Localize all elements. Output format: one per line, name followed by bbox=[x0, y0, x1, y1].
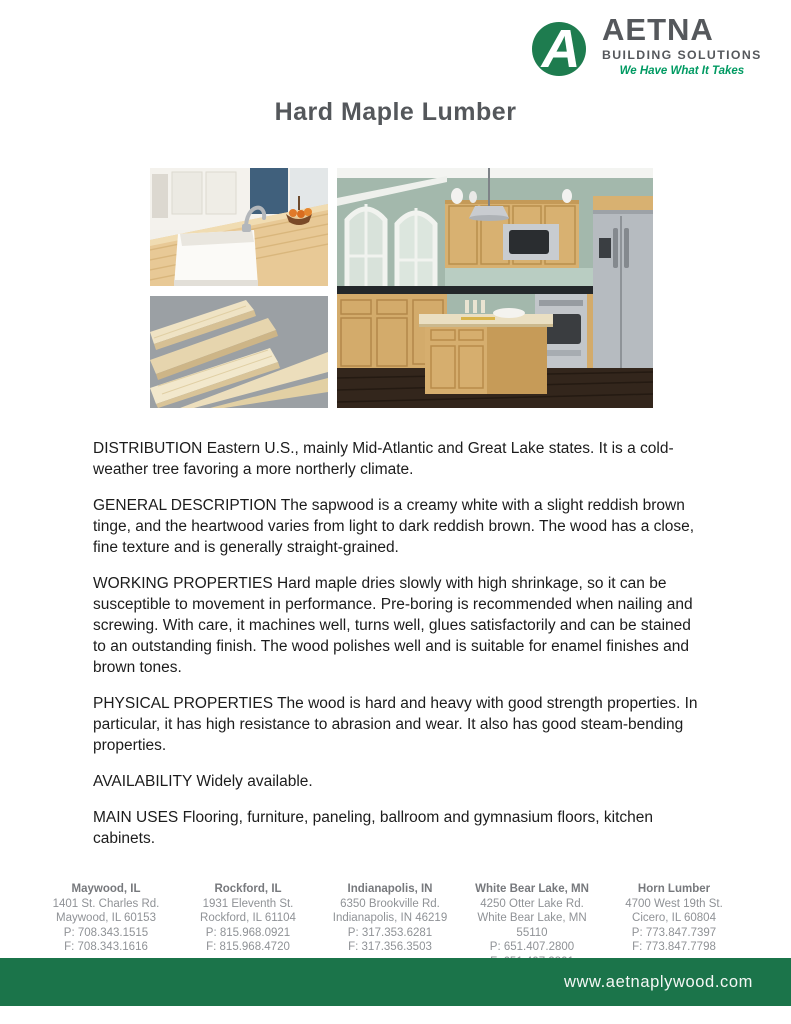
section-label: AVAILABILITY bbox=[93, 773, 193, 790]
website-link[interactable]: www.aetnaplywood.com bbox=[563, 973, 753, 991]
location-address2: Maywood, IL 60153 bbox=[56, 912, 156, 924]
maple-lumber-boards-photo bbox=[150, 296, 328, 408]
location-horn-lumber bbox=[603, 882, 745, 969]
location-address2: Indianapolis, IN 46219 bbox=[332, 912, 448, 924]
section-text: The wood is hard and heavy with good strength properties. In particular, it has high resistance to abrasion and wear. It also has good steam-bending properties. bbox=[93, 695, 698, 754]
logo-text bbox=[602, 14, 762, 77]
section-text: Flooring, furniture, paneling, ballroom and gymnasium floors, kitchen cabinets. bbox=[93, 809, 653, 847]
svg-text:A: A bbox=[541, 19, 581, 79]
logo-subtitle: BUILDING SOLUTIONS bbox=[602, 48, 762, 62]
section-text: Widely available. bbox=[196, 773, 313, 790]
location-address1: 1931 Eleventh St. bbox=[202, 897, 294, 910]
location-fax: F: 815.968.4720 bbox=[206, 941, 290, 953]
section-text: The sapwood is a creamy white with a slight reddish brown tinge, and the heartwood varies from light to dark reddish brown. The wood has a close, fine texture and is generally straight-grained. bbox=[93, 497, 695, 556]
location-address2: Rockford, IL 61104 bbox=[200, 912, 296, 924]
location-phone: P: 773.847.7397 bbox=[631, 926, 717, 939]
location-name: Rockford, IL bbox=[214, 883, 282, 895]
location-white-bear-lake bbox=[461, 882, 603, 969]
location-rockford bbox=[177, 882, 319, 969]
location-name: White Bear Lake, MN bbox=[475, 883, 589, 895]
location-phone: P: 708.343.1515 bbox=[63, 926, 149, 939]
location-address2: Cicero, IL 60804 bbox=[632, 912, 716, 924]
location-phone: P: 317.353.6281 bbox=[347, 926, 433, 939]
section-working-properties bbox=[93, 573, 707, 678]
location-address1: 4700 West 19th St. bbox=[625, 897, 723, 910]
section-text: Hard maple dries slowly with high shrinkage, so it can be susceptible to movement in performance. Pre-boring is recommended when nailing and screwing. With care, it machines well, turns well, glues satisfactorily and can be stained to an outstanding finish. The wood polishes well and is suitable for enamel finishes and brown tones. bbox=[93, 575, 693, 676]
location-name: Horn Lumber bbox=[637, 883, 711, 895]
aetna-a-icon bbox=[528, 14, 596, 80]
logo-name: AETNA bbox=[602, 12, 714, 47]
footer-bar bbox=[0, 958, 791, 1006]
body-copy bbox=[93, 438, 707, 864]
location-fax: F: 773.847.7798 bbox=[632, 941, 716, 953]
section-label: WORKING PROPERTIES bbox=[93, 575, 273, 592]
section-availability bbox=[93, 771, 707, 792]
location-address1: 6350 Brookville Rd. bbox=[340, 897, 440, 910]
location-phone: P: 651.407.2800 bbox=[489, 941, 575, 953]
section-distribution bbox=[93, 438, 707, 480]
location-address2: White Bear Lake, MN 55110 bbox=[477, 912, 587, 939]
section-label: DISTRIBUTION bbox=[93, 440, 203, 457]
location-phone: P: 815.968.0921 bbox=[205, 926, 291, 939]
locations-footer bbox=[35, 882, 745, 969]
location-maywood bbox=[35, 882, 177, 969]
section-general-description bbox=[93, 495, 707, 558]
location-address1: 1401 St. Charles Rd. bbox=[52, 897, 160, 910]
aetna-logo bbox=[528, 14, 762, 80]
section-label: GENERAL DESCRIPTION bbox=[93, 497, 277, 514]
page-title: Hard Maple Lumber bbox=[274, 98, 517, 126]
section-main-uses bbox=[93, 807, 707, 849]
logo-tagline: We Have What It Takes bbox=[619, 65, 745, 77]
section-label: PHYSICAL PROPERTIES bbox=[93, 695, 274, 712]
section-label: MAIN USES bbox=[93, 809, 179, 826]
location-name: Indianapolis, IN bbox=[347, 883, 433, 895]
location-fax: F: 317.356.3503 bbox=[348, 941, 432, 953]
farmhouse-sink-butcher-block-photo bbox=[150, 168, 328, 286]
section-text: Eastern U.S., mainly Mid-Atlantic and Great Lake states. It is a cold-weather tree favoring a more northerly climate. bbox=[93, 440, 674, 478]
section-physical-properties bbox=[93, 693, 707, 756]
location-fax: F: 708.343.1616 bbox=[64, 941, 148, 953]
location-indianapolis bbox=[319, 882, 461, 969]
location-address1: 4250 Otter Lake Rd. bbox=[480, 897, 584, 910]
maple-kitchen-cabinets-photo bbox=[337, 168, 653, 408]
location-name: Maywood, IL bbox=[71, 883, 141, 895]
